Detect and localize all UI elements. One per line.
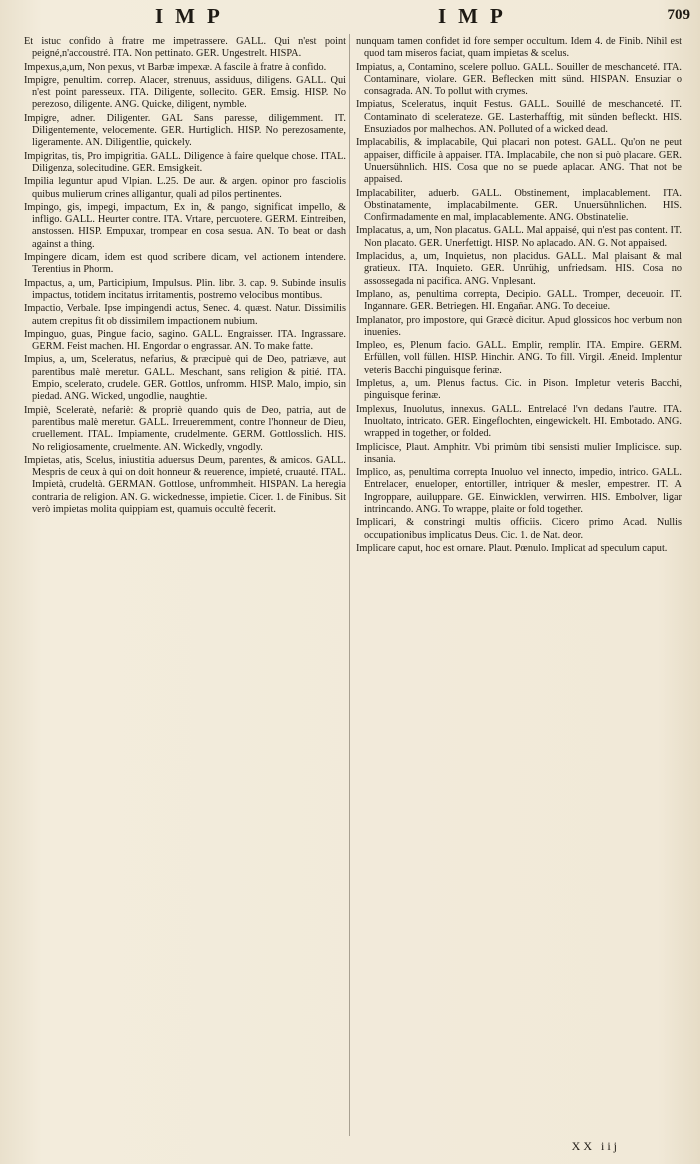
running-header-right: IMP (438, 4, 515, 28)
dictionary-entry: Impiè, Sceleratè, nefariè: & propriè quando quis de Deo, patria, aut de parentibus malè meretur. GALL. Irreueremment, contre l'honneur de Dieu, cruellement. ITAL. Impiamente, crudelmente. GERM. Gottlosslich. HIS. No religiosamente, cruelmente. AN. Wickedly, vngodly. (24, 404, 346, 453)
dictionary-entry: Implico, as, penultima correpta Inuoluo vel innecto, impedio, intrico. GALL. Entrelacer, enueloper, entortiller, intriquer & mesler, empestrer. IT. A Ingroppare, auiluppare. GE. Einwicklen, verwirren. HIS. Embolver, ligar intrincando. ANG. To wrappe, plaite or fold together. (356, 467, 682, 515)
dictionary-entry: Impletus, a, um. Plenus factus. Cic. in Pison. Impletur veteris Bacchi, pinguisque ferinæ. (356, 378, 682, 402)
right-column (356, 36, 682, 1136)
dictionary-entry: Impigre, penultim. correp. Alacer, strenuus, assiduus, diligens. GALL. Qui n'est point paresseux. ITA. Diligente, sollecito. GER. Emsig. HISP. No perezoso, diligente. ANG. Quicke, diligent, nymble. (24, 74, 346, 111)
dictionary-entry: Implacidus, a, um, Inquietus, non placidus. GALL. Mal plaisant & mal gratieux. ITA. Inquieto. GER. Unrühig, unfriedsam. HIS. Cosa no assossegada ni pacifica. ANG. Vnplesant. (356, 251, 682, 287)
signature-mark: XX iij (571, 1139, 620, 1153)
dictionary-entry: Implanator, pro impostore, qui Græcè dicitur. Apud glossicos hoc verbum non inuenies. (356, 314, 682, 338)
dictionary-entry: Impietas, atis, Scelus, iniustitia aduersus Deum, parentes, & amicos. GALL. Mespris de ceux à qui on doit honneur & reuerence, impieté, cruauté. ITAL. Impietà, crudeltà. GERMAN. Gottlose, unfrommheit. HISPAN. La heregia contraria de religion. AN. G. wickednesse, impietie. Cicer. 1. de Finibus. Sit verò impietas molita quippiam est, quamuis occultè fecerit. (24, 454, 346, 515)
dictionary-entry: Impactus, a, um, Participium, Impulsus. Plin. libr. 3. cap. 9. Subinde insulis impactus, totidem incitatus irritamentis, postremo velocibus montibus. (24, 277, 346, 301)
dictionary-entry: Impiatus, Sceleratus, inquit Festus. GALL. Souillé de meschanceté. IT. Contaminato di scelerateze. GE. Lasterhafftig, mit sünden befleckt. HIS. Ensuziados por malhechos. AN. Polluted of a wicked dead. (356, 99, 682, 136)
dictionary-entry: Implicari, & constringi multis officiis. Cicero primo Acad. Nullis occupationibus implicatus Deus. Cic. 1. de Nat. deor. (356, 517, 682, 541)
column-divider (349, 34, 350, 1136)
dictionary-entry: Et istuc confido à fratre me impetrassere. GALL. Qui n'est point peigné,n'accoustré. ITA. Non pettinato. GER. Ungestrelt. HISPA. (24, 36, 346, 60)
dictionary-entry: Implano, as, penultima correpta, Decipio. GALL. Tromper, deceuoir. IT. Ingannare. GER. Betriegen. HI. Engañar. ANG. To deceiue. (356, 288, 682, 313)
dictionary-entry: Implacabiliter, aduerb. GALL. Obstinement, implacablement. ITA. Obstinatamente, implacabilmente. GER. Unuersühnlichen. HIS. Confirmadamente en mal, implacablemente. ANG. Obstinatelie. (356, 187, 682, 224)
dictionary-entry: Implicare caput, hoc est ornare. Plaut. Pœnulo. Implicat ad speculum caput. (356, 542, 668, 554)
dictionary-entry: Implacatus, a, um, Non placatus. GALL. Mal appaisé, qui n'est pas content. IT. Non placato. GER. Unerfettigt. HISP. No aplacado. AN. G. Not appaised. (356, 225, 682, 249)
dictionary-entry: Implacabilis, & implacabile, Qui placari non potest. GALL. Qu'on ne peut appaiser, difficile à appaiser. ITA. Implacabile, che non si può placare. GER. Unuersühnlich. HIS. Cosa que no se puede aplacar. ANG. That not be appaised. (356, 137, 682, 186)
dictionary-entry: Impleo, es, Plenum facio. GALL. Emplir, remplir. ITA. Empire. GERM. Erfüllen, voll füllen. HISP. Hinchir. ANG. To fill. Virgil. Æneid. Implentur veteris Bacchi pinguisque ferinæ. (356, 340, 682, 376)
dictionary-entry: Impiatus, a, Contamino, scelere polluo. GALL. Souiller de meschanceté. ITA. Contaminare, violare. GER. Beflecken mitt sünd. HISPAN. Ensuziar o consagrada. AN. To pollut with crymes. (356, 61, 682, 98)
page-number: 709 (667, 7, 690, 23)
dictionary-entry: nunquam tamen confidet id fore semper occultum. Idem 4. de Finib. Nihil est quod tam miseros faciat, quam impietas & scelus. (356, 36, 682, 60)
dictionary-entry: Impigre, adner. Diligenter. GAL Sans paresse, diligemment. IT. Diligentemente, velocemente. GER. Hurtiglich. HISP. No perezosamente, ligeramente. AN. Diligentlie, quickely. (24, 112, 346, 149)
dictionary-entry: Implicisce, Plaut. Amphitr. Vbi primùm tibi sensisti mulier Implicisce. sup. insania. (356, 441, 682, 465)
dictionary-entry: Implexus, Inuolutus, innexus. GALL. Entrelacé l'vn dedans l'autre. ITA. Inuoltato, intricato. GER. Eingeflochten, eingewickelt. HI. Embotado. ANG. wrapped in together, or folded. (356, 403, 682, 440)
dictionary-entry: Impingere dicam, idem est quod scribere dicam, vel actionem intendere. Terentius in Phorm. (24, 252, 346, 276)
left-column (24, 36, 346, 1136)
dictionary-entry: Impactio, Verbale. Ipse impingendi actus, Senec. 4. quæst. Natur. Dissimilis autem crepitus fit ob dissimilem impactionem nubium. (24, 303, 346, 327)
running-header-left: IMP (155, 4, 232, 28)
dictionary-entry: Impius, a, um, Sceleratus, nefarius, & præcipuè qui de Deo, patriæve, aut parentibus malè meretur. GALL. Meschant, sans religion & pitié. ITA. Empio, scelerato, crudele. GER. Gottlos, unfromm. HISP. Malo, impio, sin piedad. ANG. Wicked, ungodlie, naughtie. (24, 354, 346, 403)
dictionary-entry: Impinguo, guas, Pingue facio, sagino. GALL. Engraisser. ITA. Ingrassare. GERM. Feist machen. HI. Engordar o engrassar. AN. To make fatte. (24, 328, 346, 353)
dictionary-entry: Impilia leguntur apud Vlpian. L.25. De aur. & argen. opinor pro fasciolis quibus mulierum crines alligantur, quali ad pilos pertinentes. (24, 176, 346, 200)
dictionary-entry: Impexus,a,um, Non pexus, vt Barbæ impexæ. A fascile à fratre à confido. (24, 61, 327, 73)
dictionary-entry: Impingo, gis, impegi, impactum, Ex in, & pango, significat impello, & infligo. GALL. Heurter contre. ITA. Vrtare, percuotere. GERM. Eintreiben, anstossen. HISP. Empuxar, trompear en cosa sesua. AN. To beat or dash against a thing. (24, 201, 346, 250)
dictionary-entry: Impigritas, tis, Pro impigritia. GALL. Diligence à faire quelque chose. ITAL. Diligenza, solecitudine. GER. Emsigkeit. (24, 150, 346, 174)
